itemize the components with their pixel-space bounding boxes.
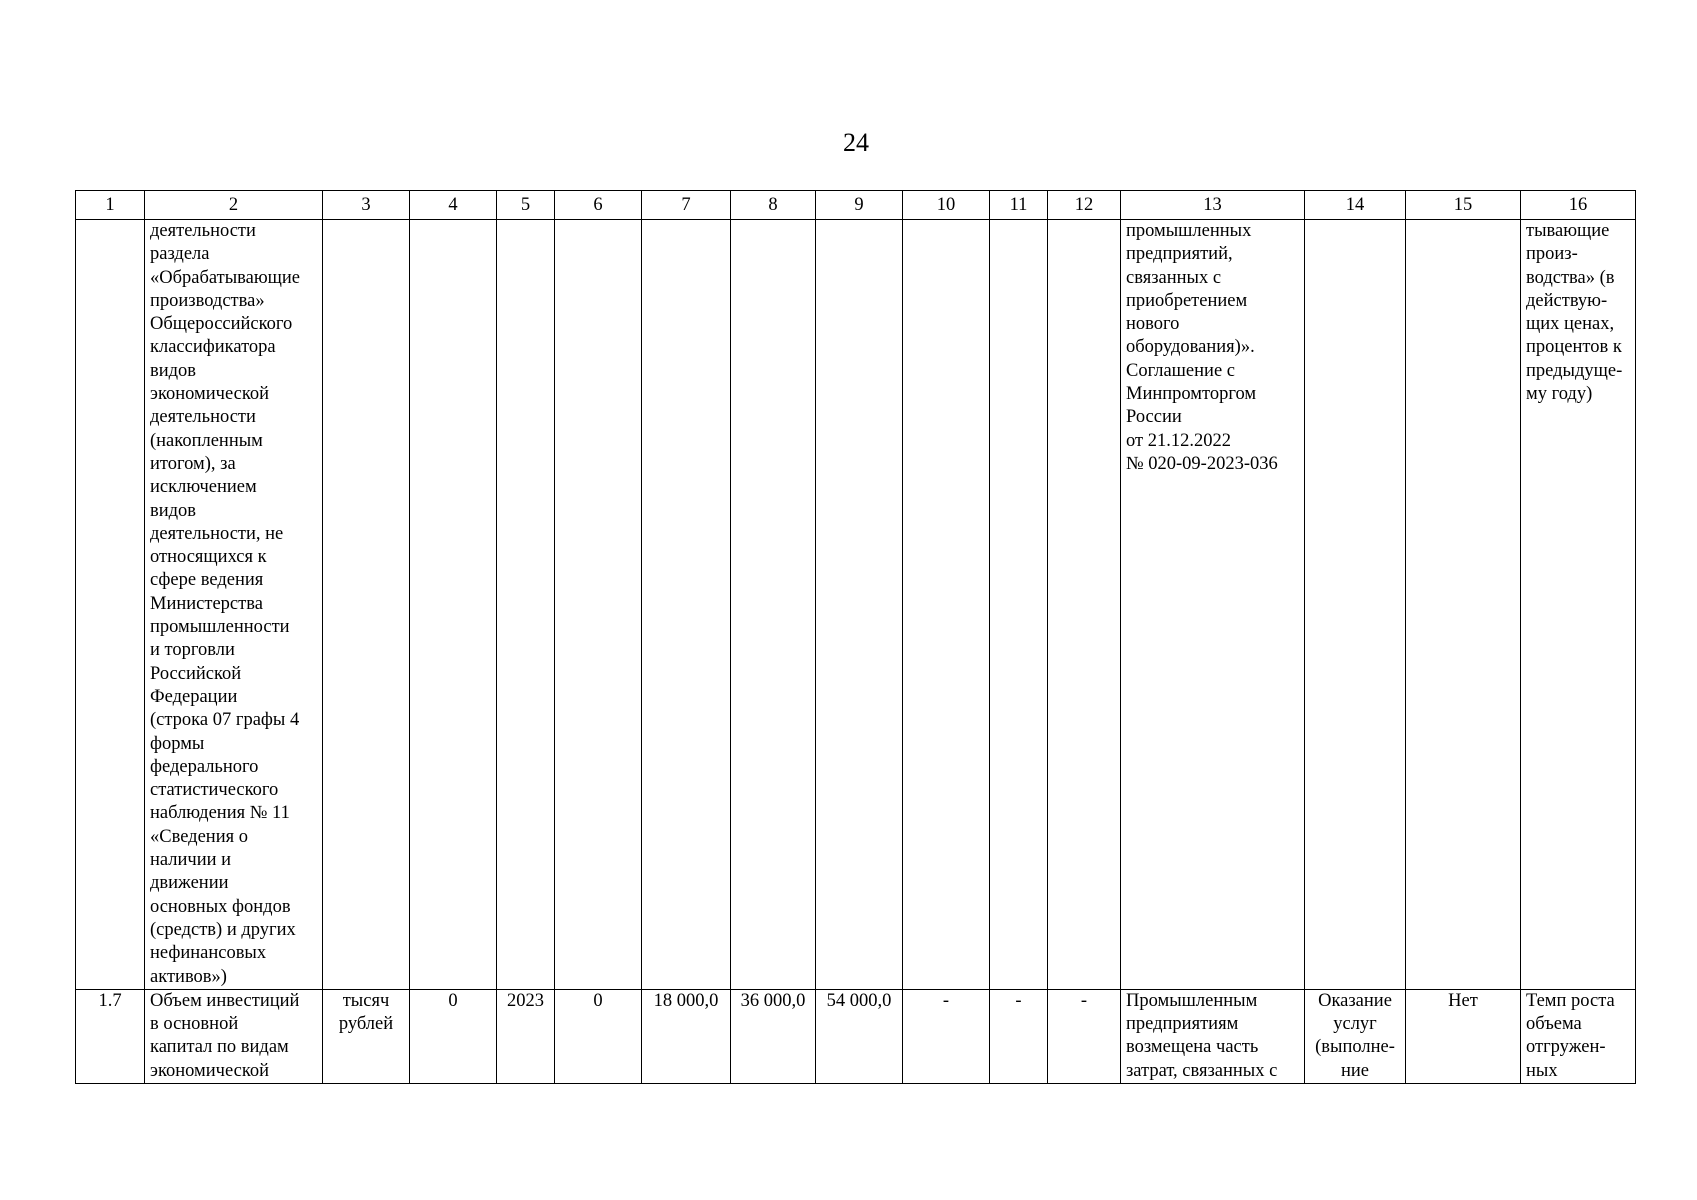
- indicator-name-cell: деятельности раздела «Обрабатывающие производства» Общероссийского классификатора видов экономической деятельности (накопленным итогом), за исключением видов деятельности, не относящихся к сфере ведения Министерства промышленности и торговли Российской Федерации (строка 07 графы 4 формы федерального статистического наблюдения № 11 «Сведения о наличии и движении основных фондов (средств) и других нефинансовых активов»): [145, 220, 323, 990]
- column-header: 6: [555, 191, 642, 220]
- table-cell: [1406, 220, 1521, 990]
- table-row: [76, 220, 1636, 990]
- page-number: 24: [843, 128, 869, 157]
- result-description-cell: Промышленным предприятиям возмещена часть затрат, связанных с: [1121, 989, 1305, 1083]
- table-cell: [990, 220, 1048, 990]
- table-cell: [555, 220, 642, 990]
- result-type-cell: Оказание услуг (выполне- ние: [1305, 989, 1406, 1083]
- column-header: 10: [903, 191, 990, 220]
- column-header: 5: [497, 191, 555, 220]
- result-description-cell: промышленных предприятий, связанных с приобретением нового оборудования)». Соглашение с Минпромторгом России от 21.12.2022 № 020-09-2023-036: [1121, 220, 1305, 990]
- value-cell: 18 000,0: [642, 989, 731, 1083]
- table-cell: [1305, 220, 1406, 990]
- table-cell: 0: [410, 989, 497, 1083]
- column-header: 13: [1121, 191, 1305, 220]
- column-header: 16: [1521, 191, 1636, 220]
- table-cell: Нет: [1406, 989, 1521, 1083]
- column-header: 4: [410, 191, 497, 220]
- column-header: 9: [816, 191, 903, 220]
- table-cell: [642, 220, 731, 990]
- indicators-table: [75, 190, 1636, 1084]
- table-cell: -: [990, 989, 1048, 1083]
- link-indicator-cell: Темп роста объема отгружен- ных: [1521, 989, 1636, 1083]
- table-cell: [903, 220, 990, 990]
- column-header: 3: [323, 191, 410, 220]
- column-header: 1: [76, 191, 145, 220]
- value-cell: 54 000,0: [816, 989, 903, 1083]
- table-row: [76, 989, 1636, 1083]
- indicator-name-cell: Объем инвестиций в основной капитал по видам экономической: [145, 989, 323, 1083]
- column-header: 2: [145, 191, 323, 220]
- link-indicator-cell: тывающие произ- водства» (в действую- щих ценах, процентов к предыдуще- му году): [1521, 220, 1636, 990]
- table-cell: [731, 220, 816, 990]
- column-numbers-row: [76, 191, 1636, 220]
- table-cell: [323, 220, 410, 990]
- column-header: 7: [642, 191, 731, 220]
- table-cell: 0: [555, 989, 642, 1083]
- column-header: 12: [1048, 191, 1121, 220]
- table-cell: [76, 220, 145, 990]
- table-cell: [1048, 220, 1121, 990]
- table-cell: -: [903, 989, 990, 1083]
- table-cell: -: [1048, 989, 1121, 1083]
- column-header: 11: [990, 191, 1048, 220]
- table-cell: [410, 220, 497, 990]
- year-cell: 2023: [497, 989, 555, 1083]
- table-cell: [816, 220, 903, 990]
- row-number-cell: 1.7: [76, 989, 145, 1083]
- table-cell: [497, 220, 555, 990]
- column-header: 8: [731, 191, 816, 220]
- value-cell: 36 000,0: [731, 989, 816, 1083]
- unit-cell: тысяч рублей: [323, 989, 410, 1083]
- column-header: 14: [1305, 191, 1406, 220]
- column-header: 15: [1406, 191, 1521, 220]
